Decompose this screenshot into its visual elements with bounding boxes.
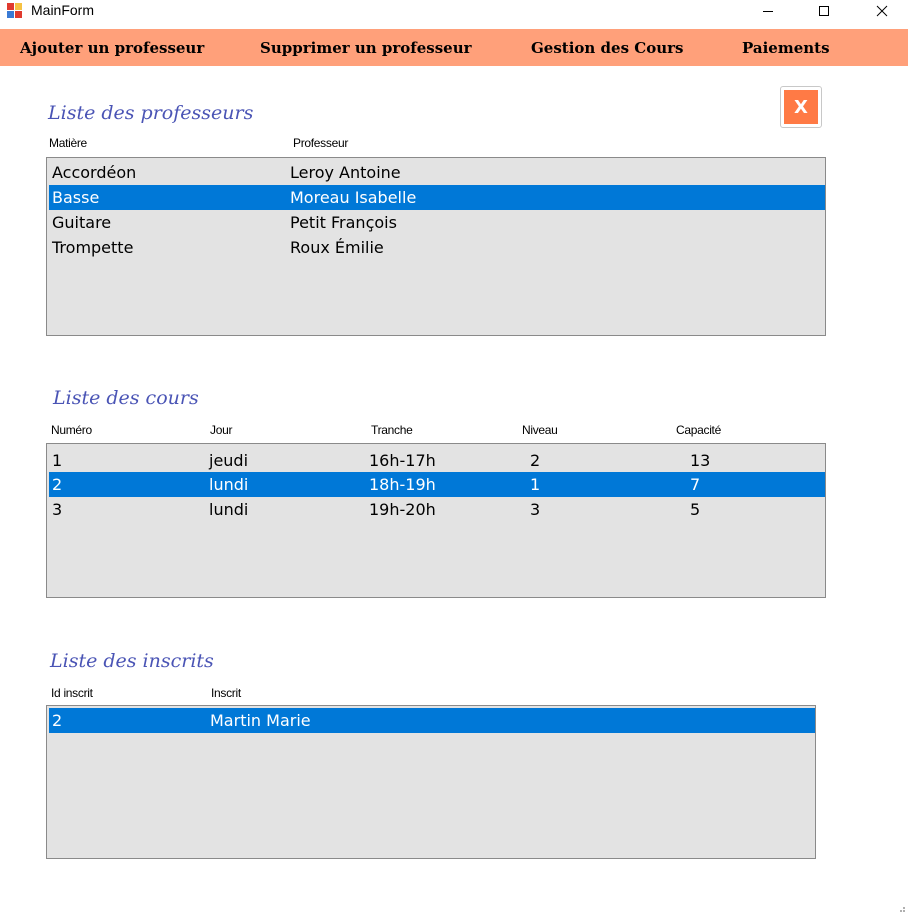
menu-paiements[interactable]: Paiements <box>742 39 830 57</box>
minimize-button[interactable] <box>745 0 791 22</box>
list-item[interactable] <box>49 210 825 235</box>
list-item-selected[interactable] <box>49 185 825 210</box>
cell-numero: 3 <box>52 500 63 519</box>
window-title: MainForm <box>31 2 95 18</box>
close-window-button[interactable] <box>859 0 905 22</box>
cell-tranche: 18h-19h <box>369 475 436 494</box>
cell-capacite: 5 <box>690 500 701 519</box>
column-header-matiere: Matière <box>49 136 87 150</box>
close-form-label: X <box>784 90 818 124</box>
inscrits-list[interactable] <box>46 705 816 859</box>
cell-capacite: 7 <box>690 475 701 494</box>
cell-jour: lundi <box>209 475 249 494</box>
list-item[interactable] <box>49 235 825 260</box>
cell-capacite: 13 <box>690 451 711 470</box>
professeurs-list[interactable] <box>46 157 826 336</box>
cell-matiere: Guitare <box>52 213 112 232</box>
list-item[interactable] <box>49 497 825 522</box>
cell-matiere: Basse <box>52 188 100 207</box>
cell-numero: 1 <box>52 451 63 470</box>
cell-professeur: Roux Émilie <box>290 238 384 257</box>
cell-niveau: 1 <box>530 475 541 494</box>
menu-gestion-cours[interactable]: Gestion des Cours <box>531 39 684 57</box>
list-item[interactable] <box>49 448 825 473</box>
cell-niveau: 2 <box>530 451 541 470</box>
column-header-numero: Numéro <box>51 423 92 437</box>
menu-bar <box>0 29 908 66</box>
close-form-button[interactable] <box>780 86 822 128</box>
list-item-selected[interactable] <box>49 708 815 733</box>
maximize-button[interactable] <box>801 0 847 22</box>
cell-numero: 2 <box>52 475 63 494</box>
section-title-professeurs: Liste des professeurs <box>48 102 254 124</box>
menu-ajouter-professeur[interactable]: Ajouter un professeur <box>20 39 205 57</box>
column-header-niveau: Niveau <box>522 423 558 437</box>
cell-inscrit: Martin Marie <box>210 711 311 730</box>
close-icon <box>876 5 888 17</box>
cell-tranche: 19h-20h <box>369 500 436 519</box>
cell-matiere: Trompette <box>52 238 134 257</box>
column-header-jour: Jour <box>210 423 233 437</box>
maximize-icon <box>818 5 830 17</box>
column-header-capacite: Capacité <box>676 423 721 437</box>
column-header-tranche: Tranche <box>371 423 413 437</box>
cell-professeur: Leroy Antoine <box>290 163 401 182</box>
cell-id-inscrit: 2 <box>52 711 63 730</box>
section-title-inscrits: Liste des inscrits <box>50 650 214 672</box>
cell-professeur: Petit François <box>290 213 397 232</box>
list-item-selected[interactable] <box>49 472 825 497</box>
cours-list[interactable] <box>46 443 826 598</box>
column-header-professeur: Professeur <box>293 136 349 150</box>
cell-jour: jeudi <box>209 451 249 470</box>
cell-jour: lundi <box>209 500 249 519</box>
cell-tranche: 16h-17h <box>369 451 436 470</box>
list-item[interactable] <box>49 160 825 185</box>
resize-grip-icon[interactable] <box>896 903 906 913</box>
app-form-icon <box>7 3 23 19</box>
column-header-inscrit: Inscrit <box>211 686 241 700</box>
minimize-icon <box>762 5 774 17</box>
menu-supprimer-professeur[interactable]: Supprimer un professeur <box>260 39 472 57</box>
section-title-cours: Liste des cours <box>53 387 199 409</box>
cell-professeur: Moreau Isabelle <box>290 188 417 207</box>
cell-niveau: 3 <box>530 500 541 519</box>
title-bar <box>0 0 908 29</box>
column-header-id-inscrit: Id inscrit <box>51 686 93 700</box>
cell-matiere: Accordéon <box>52 163 137 182</box>
